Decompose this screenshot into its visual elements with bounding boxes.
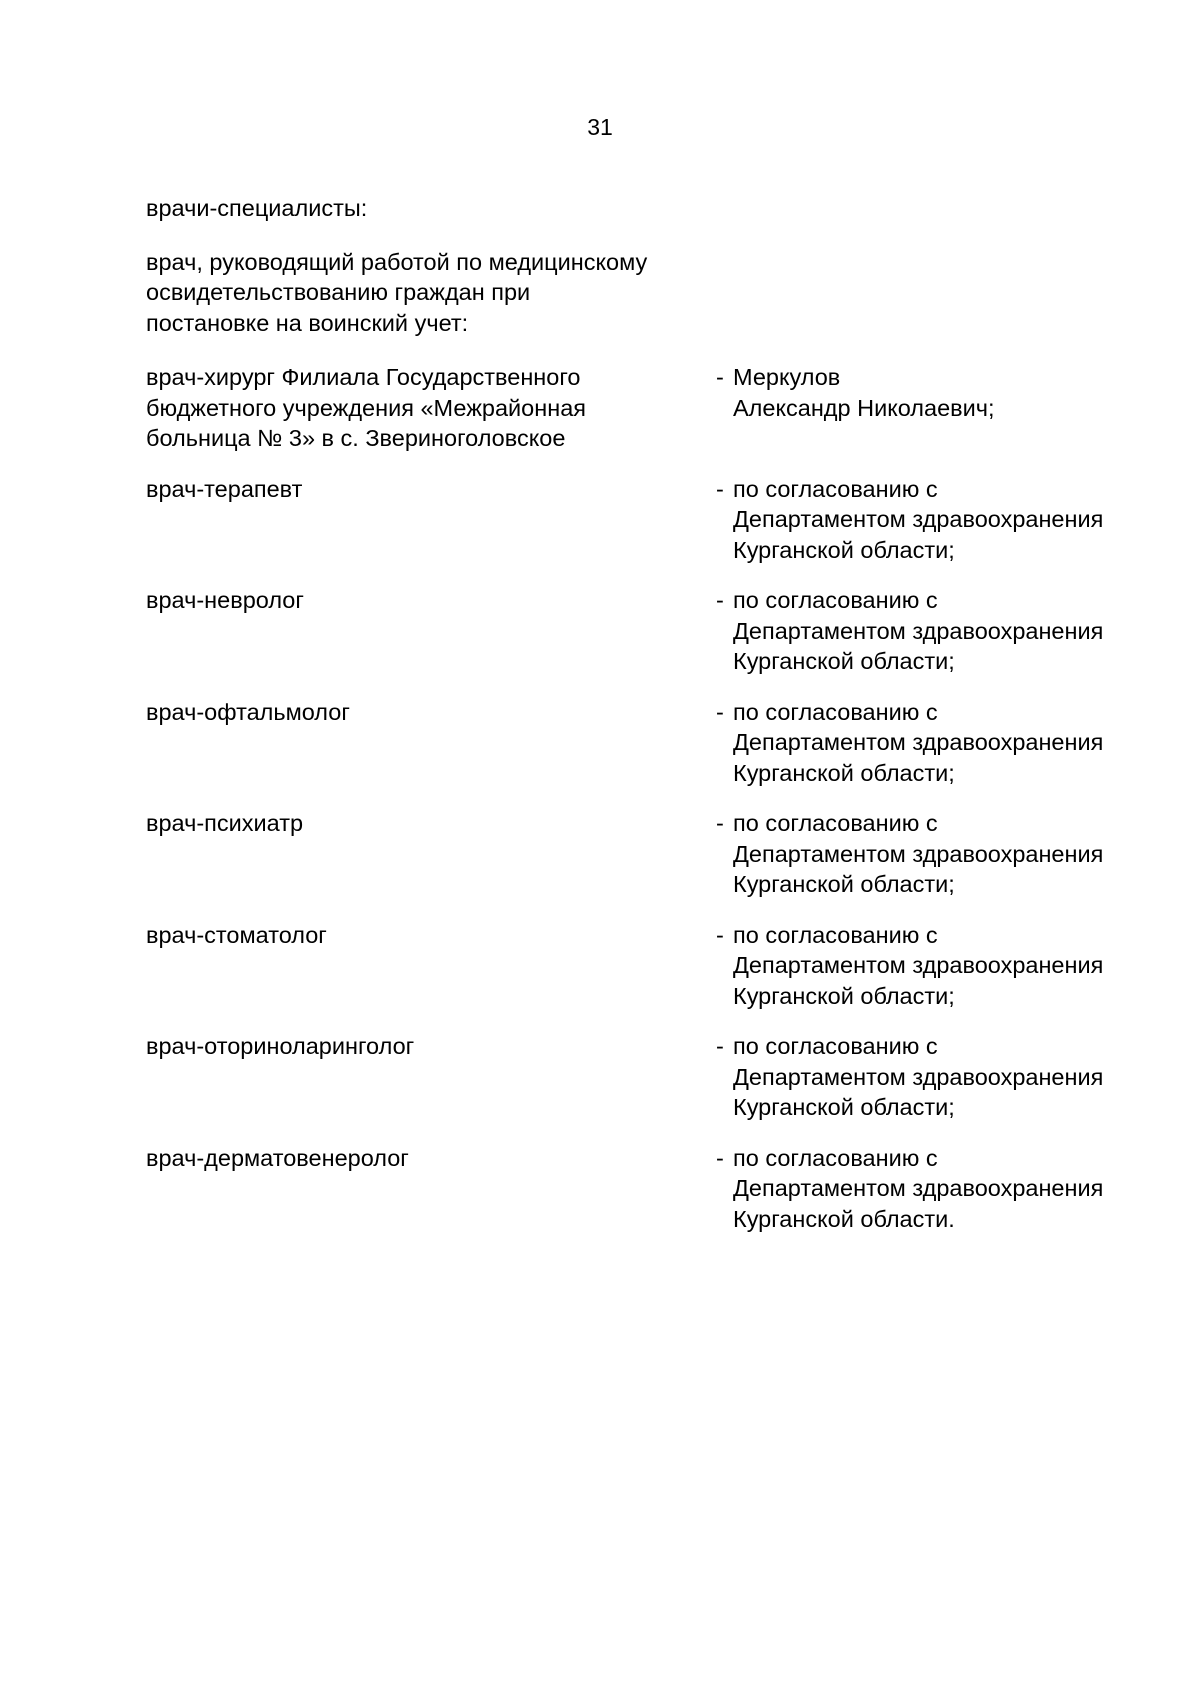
- assignee-cell: [716, 585, 1146, 677]
- position-title: врач-оториноларинголог: [146, 1033, 415, 1059]
- list-item: [146, 1143, 1146, 1235]
- dash-marker: -: [716, 1144, 724, 1171]
- dash-marker: -: [716, 698, 724, 725]
- dash-marker: -: [716, 364, 724, 390]
- assignee-value: Меркулов Александр Николаевич;: [733, 364, 995, 421]
- intro-paragraph: врач, руководящий работой по медицинскому освидетельствованию граждан при постановке на воинский учет:: [146, 248, 648, 336]
- position-title: врач-психиатр: [146, 810, 304, 836]
- section-heading: врачи-специалисты:: [146, 195, 368, 221]
- assignee-cell: [716, 697, 1146, 789]
- assignee-value: по согласованию с Департаментом здравоохранения Курганской области;: [733, 1033, 1104, 1120]
- assignee-value: по согласованию с Департаментом здравоохранения Курганской области;: [733, 810, 1104, 897]
- page-number: 31: [587, 114, 613, 140]
- dash-marker: -: [716, 475, 724, 502]
- position-title: врач-терапевт: [146, 475, 303, 502]
- dash-marker: -: [716, 921, 724, 948]
- list-item: [146, 920, 1146, 1012]
- assignee-cell: [716, 1143, 1146, 1235]
- list-item: [146, 808, 1146, 900]
- assignee-value: по согласованию с Департаментом здравоохранения Курганской области;: [733, 587, 1104, 674]
- assignee-value: по согласованию с Департаментом здравоохранения Курганской области;: [733, 475, 1104, 563]
- list-item: [146, 362, 1146, 454]
- list-item: [146, 1031, 1146, 1123]
- document-body: [146, 193, 1146, 1254]
- list-item: [146, 474, 1146, 566]
- position-title: врач-невролог: [146, 587, 304, 613]
- list-item: [146, 697, 1146, 789]
- assignee-cell: [716, 362, 1146, 423]
- dash-marker: -: [716, 587, 724, 613]
- position-title: врач-хирург Филиала Государственного бюджетного учреждения «Межрайонная больница № 3» в с. Звериноголовское: [146, 364, 587, 451]
- position-title: врач-стоматолог: [146, 921, 327, 948]
- assignee-cell: [716, 920, 1146, 1012]
- assignee-value: по согласованию с Департаментом здравоохранения Курганской области.: [733, 1144, 1104, 1232]
- position-title: врач-офтальмолог: [146, 698, 350, 725]
- assignee-cell: [716, 474, 1146, 566]
- assignee-value: по согласованию с Департаментом здравоохранения Курганской области;: [733, 921, 1104, 1009]
- dash-marker: -: [716, 1033, 724, 1059]
- dash-marker: -: [716, 810, 724, 836]
- assignee-cell: [716, 1031, 1146, 1123]
- list-item: [146, 585, 1146, 677]
- assignee-value: по согласованию с Департаментом здравоохранения Курганской области;: [733, 698, 1104, 786]
- position-title: врач-дерматовенеролог: [146, 1144, 409, 1171]
- assignee-cell: [716, 808, 1146, 900]
